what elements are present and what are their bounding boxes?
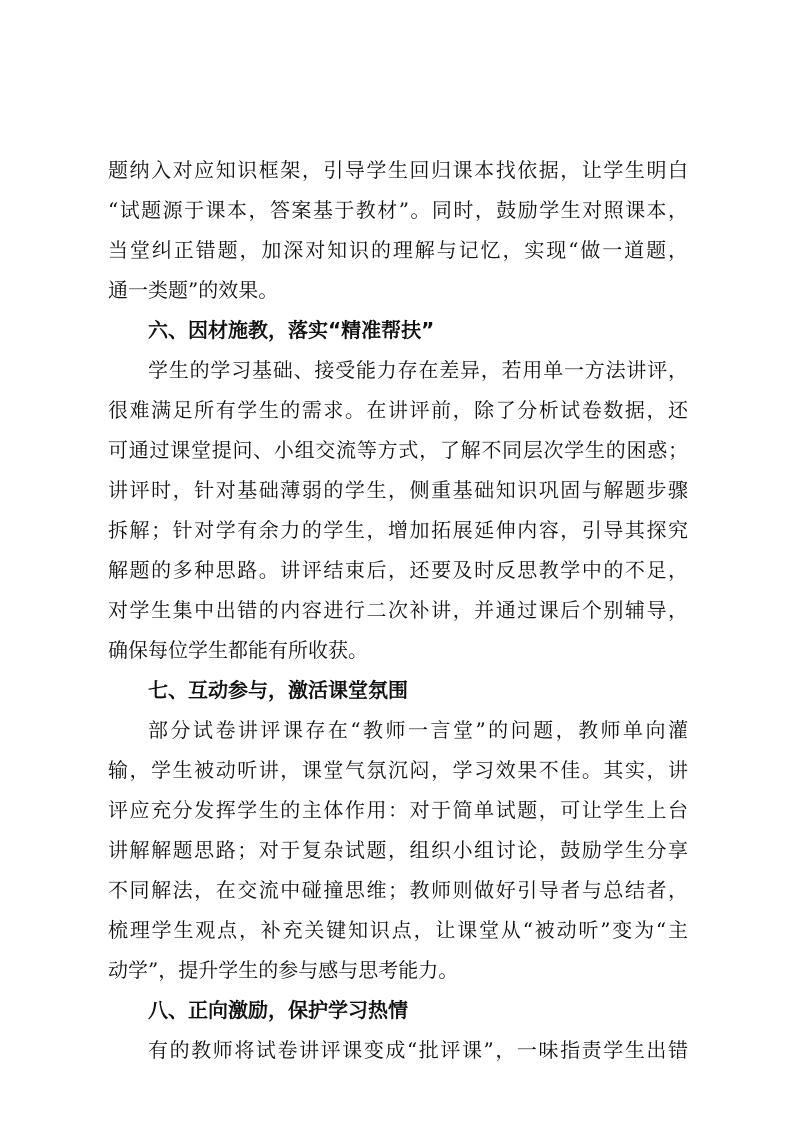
- paragraph-line: 不同解法，在交流中碰撞思维；教师则做好引导者与总结者，: [108, 878, 688, 902]
- paragraph-line: 部分试卷讲评课存在“教师一言堂”的问题，教师单向灌: [148, 718, 688, 742]
- paragraph-line: 梳理学生观点，补充关键知识点，让课堂从“被动听”变为“主: [108, 918, 688, 942]
- paragraph-line: 很难满足所有学生的需求。在讲评前，除了分析试卷数据，还: [108, 398, 688, 422]
- section-heading-7: 七、互动参与，激活课堂氛围: [148, 678, 408, 702]
- paragraph-line: 拆解；针对学有余力的学生，增加拓展延伸内容，引导其探究: [108, 518, 688, 542]
- paragraph-line: 评应充分发挥学生的主体作用：对于简单试题，可让学生上台: [108, 798, 688, 822]
- paragraph-line: 当堂纠正错题，加深对知识的理解与记忆，实现“做一道题，: [108, 238, 688, 262]
- paragraph-line: 对学生集中出错的内容进行二次补讲，并通过课后个别辅导，: [108, 598, 688, 622]
- paragraph-line: 动学”，提升学生的参与感与思考能力。: [108, 958, 459, 982]
- section-6-paragraph: [108, 350, 688, 670]
- paragraph-line: “试题源于课本，答案基于教材”。同时，鼓励学生对照课本，: [108, 198, 688, 222]
- section-heading-8: 八、正向激励，保护学习热情: [148, 998, 408, 1022]
- paragraph-line: 讲解解题思路；对于复杂试题，组织小组讨论，鼓励学生分享: [108, 838, 688, 862]
- paragraph-line: 确保每位学生都能有所收获。: [108, 638, 368, 662]
- paragraph-line: 题纳入对应知识框架，引导学生回归课本找依据，让学生明白: [108, 158, 688, 182]
- section-7-paragraph: [108, 710, 688, 990]
- paragraph-line: 可通过课堂提问、小组交流等方式，了解不同层次学生的困惑；: [108, 438, 688, 462]
- section-8-paragraph: [108, 1030, 688, 1070]
- paragraph-line: 通一类题”的效果。: [108, 278, 279, 302]
- paragraph-line: 学生的学习基础、接受能力存在差异，若用单一方法讲评，: [148, 358, 688, 382]
- intro-paragraph: [108, 150, 688, 310]
- section-heading-6: 六、因材施教，落实“精准帮扶”: [148, 318, 435, 342]
- document-page: [108, 150, 688, 1070]
- paragraph-line: 解题的多种思路。讲评结束后，还要及时反思教学中的不足，: [108, 558, 688, 582]
- paragraph-line: 讲评时，针对基础薄弱的学生，侧重基础知识巩固与解题步骤: [108, 478, 688, 502]
- paragraph-line: 有的教师将试卷讲评课变成“批评课”，一味指责学生出错: [148, 1038, 688, 1062]
- paragraph-line: 输，学生被动听讲，课堂气氛沉闷，学习效果不佳。其实，讲: [108, 758, 688, 782]
